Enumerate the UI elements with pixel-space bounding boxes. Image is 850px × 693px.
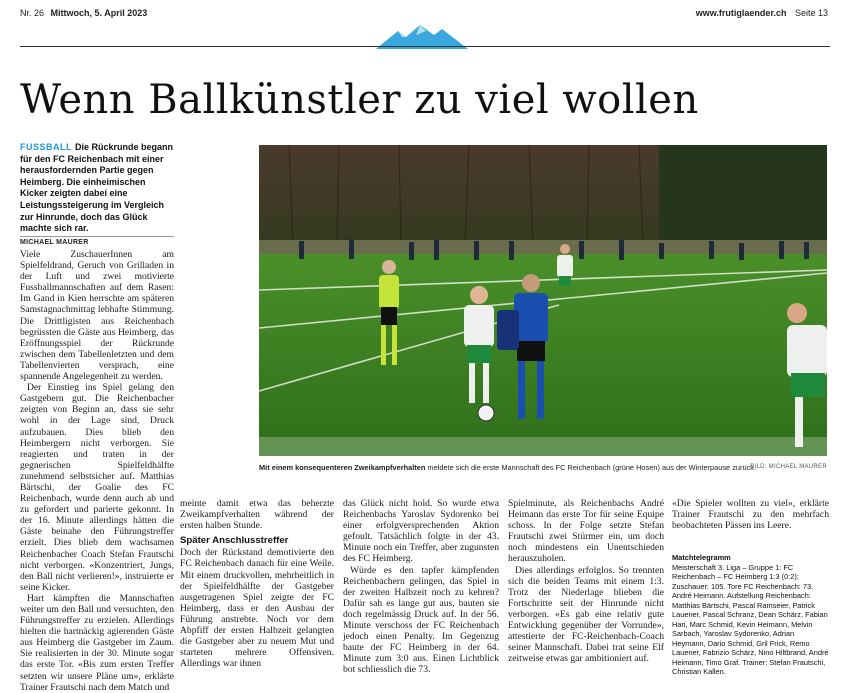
website-url: www.frutiglaender.ch <box>695 8 787 18</box>
paragraph: Würde es den tapfer kämpfenden Reichenbachern gelingen, das Spiel in der zweiten Halbzeit noch zu kehren? Dafür sah es lange gut aus, bauten sie doch regelmässig Druck auf. In der 56. Minute verschoss der FC Reichenbach jedoch einen Penalty. Im Gegenzug baute der FC Heimberg in der 64. Minute zum 3:0 aus. Einen Lichtblick bot schliesslich die 73. <box>343 564 499 676</box>
photo-credit: BILD: MICHAEL MAURER <box>750 464 827 470</box>
lead-text: Die Rückrunde begann für den FC Reichenbach mit einer herausfordernden Partie gegen Heimberg. Die einheimischen Kicker zeigten dabei eine Leistungssteigerung im Vergleich zur Hinrunde, doch das Glück machte sich rar. <box>20 142 174 234</box>
paragraph: Spielminute, als Reichenbachs André Heimann das erste Tor für seine Equipe schoss. In der Folge setzte Stefan Frautschi zwei Stürmer ein, um doch noch mindestens ein Unentschieden herauszuholen. <box>508 498 664 565</box>
author-byline: MICHAEL MAURER <box>20 236 174 246</box>
subheading: Später Anschlusstreffer <box>180 535 289 547</box>
match-photo <box>259 145 827 456</box>
article-column-3 <box>343 498 499 678</box>
article-column-2 <box>180 498 334 678</box>
paragraph: Der Einstieg ins Spiel gelang den Gastgebern gut. Die Reichenbacher zeigten von Beginn an, dass sie sehr wohl in der Lage sind, Druck aufzubauen. Dies blieb den Heimbergern nicht verborgen. Sie reagierten und traten in der gegnerischen Spielfeldhälfte zunehmend selbstsicher auf. Matthias Bärtschi, der Goalie des FC Reichenbach, wurde denn auch ab und zu gefordert und parierte gekonnt. In der 16. Minute allerdings hätten die Gäste beinahe den Führungstreffer erzielt. Dies blieb dem wachsamen Reichenbacher Coach Stefan Frautschi nicht verborgen. «Konzentriert, Jungs, den Ball nicht verlieren!», instruierte er seine Kicker. <box>20 382 174 593</box>
page-number: Seite 13 <box>794 8 828 18</box>
caption-bold: Mit einem konsequenteren Zweikampfverhalten <box>259 463 426 472</box>
paragraph: meinte damit etwa das beherzte Zweikampfverhalten während der ersten halben Stunde. <box>180 498 334 532</box>
issue-date: Mittwoch, 5. April 2023 <box>50 8 148 18</box>
paragraph: Hart kämpften die Mannschaften weiter um den Ball und versuchten, den Führungstreffer zu erzielen. Allerdings hielten die hartnäckig agierenden Gäste aus Heimberg die Gastgeber im Zaum. Sie realisierten in der 30. Minute sogar das erste Tor. «Bis zum ersten Treffer setzten wir unsere Pläne um», erklärte Trainer Frautschi nach dem Match und <box>20 592 174 693</box>
lead-paragraph <box>20 142 174 235</box>
paragraph: Doch der Rückstand demotivierte den FC Reichenbach danach für eine Weile. Mit einem druckvollen, mehrheitlich in der Spielfeldhälfte der Gastgeber ausgetragenen Spiel zeigte der FC Heimberg, dass er den Ausbau der Führung anstrebte. Noch vor dem Abpfiff der ersten Halbzeit gelangten die Gastgeber aber zu neuem Mut und starteten mehrere Offensiven. Allerdings war ihnen <box>180 547 334 670</box>
headline: Wenn Ballkünstler zu viel wollen <box>20 77 699 123</box>
photo-caption <box>259 463 827 472</box>
paragraph: «Die Spieler wollten zu viel», erklärte Trainer Frautschi zu den mehrfach beobachteten Pässen ins Leere. <box>672 498 829 532</box>
paragraph: das Glück nicht hold. So wurde etwa Reichenbachs Yaroslav Sydorenko bei einer erfolgversprechenden Aktion gefoult. Tatsächlich folgte in der 43. Minute noch ein Treffer, aber zugunsten des FC Heimberg. <box>343 498 499 565</box>
paragraph: Viele ZuschauerInnen am Spielfeldrand, Geruch von Grilladen in der Luft und zwei motivierte Fussballmannschaften auf dem Rasen: Im Gand in Kien herrschte am späteren Samstagnachmittag lebhafte Stimmung. Die Drittligisten aus Reichenbach begrüssten die Gäste aus Heimberg, das Eröffnungsspiel der Rückrunde zwischen dem Tabellenletzten und dem Tabellenvierten versprach, eine spannende Angelegenheit zu werden. <box>20 249 174 383</box>
article-column-4 <box>508 498 664 678</box>
issue-date-line <box>20 8 147 18</box>
issue-number: Nr. 26 <box>20 8 45 18</box>
match-telegram <box>672 553 829 677</box>
telegram-text: Meisterschaft 3. Liga – Gruppe 1: FC Reichenbach – FC Heimberg 1:3 (0:2); Zuschauer: 105. Tore FC Reichenbach: 73. André Heimann. Aufstellung Reichenbach: Matthias Bärtschi, Pascal Ramseier, Patrick Lauener, Pascal Schranz, Dean Schärz, Fabian Hari, Marc Schmid, Kevin Heimann, Melvin Sarbach, Yaroslav Sydorenko, Adrian Heymann, Dario Schmid, Gril Frick, Remo Lauener, Fabrizio Schärz, Nino Hiltbrand, André Heimann, Timo Graf. Trainer: Stefan Frautschi, Christian Kallen. <box>672 562 829 676</box>
caption-text: meldete sich die erste Mannschaft des FC Reichenbach (grüne Hosen) aus der Winterpause zurück. <box>427 463 757 472</box>
article-column-1 <box>20 249 174 693</box>
header-rule <box>20 46 830 47</box>
telegram-title: Matchtelegramm <box>672 553 731 562</box>
website-page-line <box>696 8 828 18</box>
lead-kicker: FUSSBALL <box>20 142 72 152</box>
article-column-5 <box>672 498 829 548</box>
paragraph: Dies allerdings erfolglos. So trennten sich die beiden Teams mit einem 1:3. Trotz der Niederlage blieben die Fortschritte seit der Hinrunde nicht verborgen. «Es gab eine relativ gute Entwicklung gegenüber der Vorrunde», attestierte der FC-Reichenbach-Coach seiner Mannschaft. Dabei trat seine Elf zeitweise etwas gar ambitioniert auf. <box>508 564 664 665</box>
